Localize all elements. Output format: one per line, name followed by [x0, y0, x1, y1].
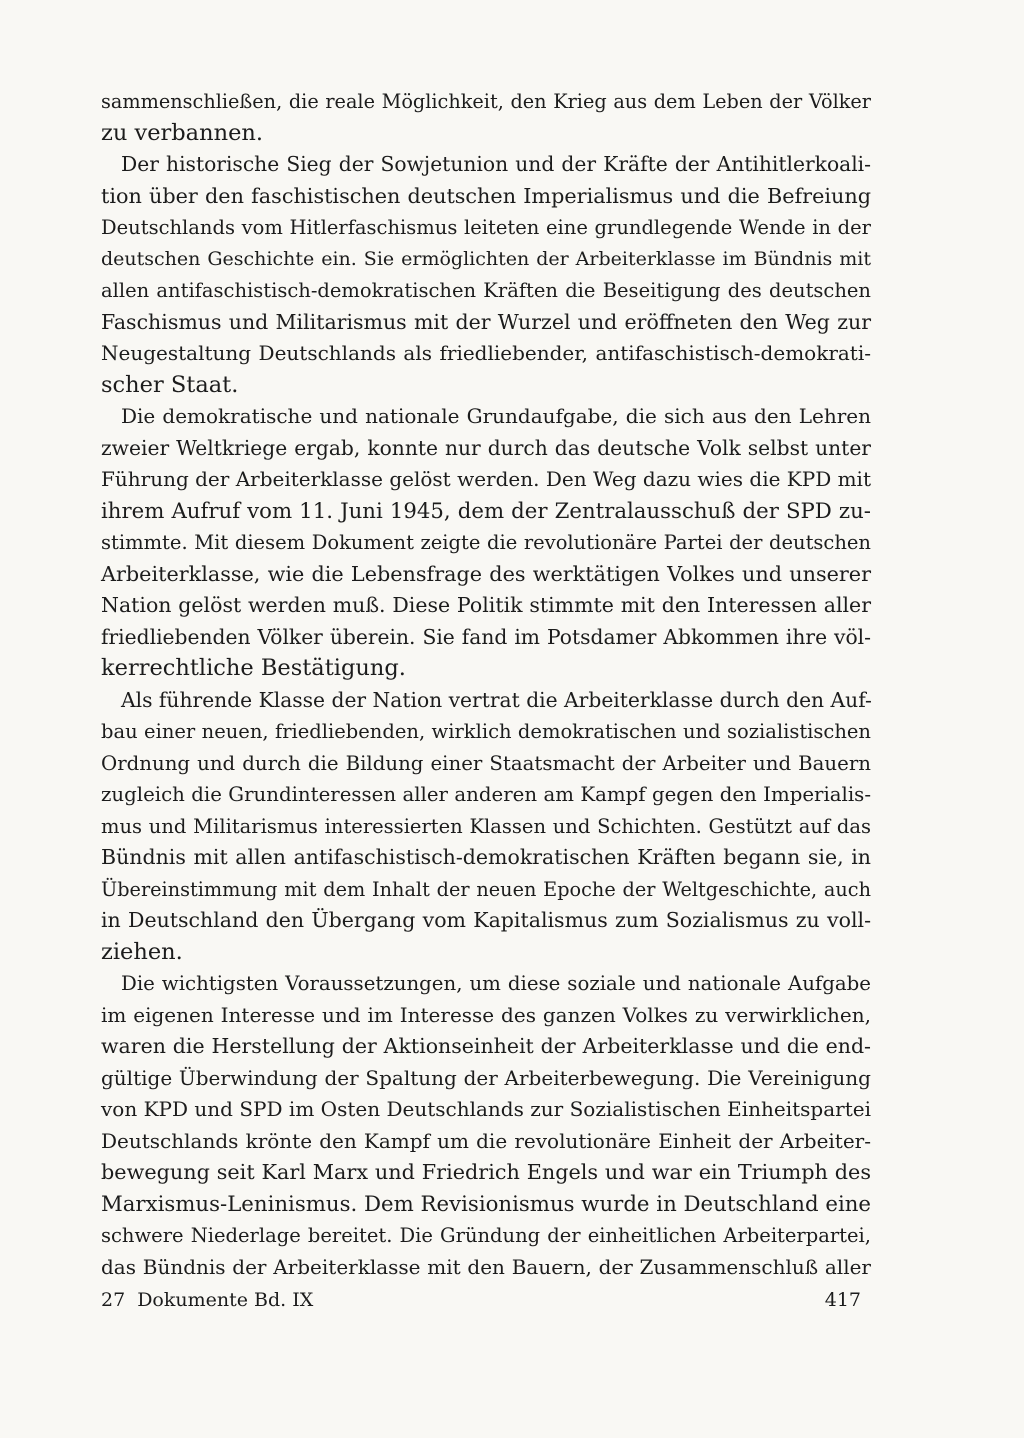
text-line: Faschismus und Militarismus mit der Wurzel und eröffneten den Weg zur	[101, 309, 871, 334]
page-body	[101, 86, 871, 1283]
text-line: waren die Herstellung der Aktionseinheit der Arbeiterklasse und die end-	[101, 1034, 871, 1058]
text-line: zweier Weltkriege ergab, konnte nur durch das deutsche Volk selbst unter	[101, 435, 871, 460]
text-line: Deutschlands vom Hitlerfaschismus leiteten eine grundlegende Wende in der	[101, 216, 871, 239]
text-line: ihrem Aufruf vom 11. Juni 1945, dem der Zentralausschuß der SPD zu-	[101, 498, 871, 524]
text-line: tion über den faschistischen deutschen Imperialismus und die Befreiung	[101, 183, 871, 208]
paragraph-5	[101, 968, 871, 1283]
text-line: Deutschlands krönte den Kampf um die revolutionäre Einheit der Arbeiter-	[101, 1128, 871, 1153]
text-line: friedliebenden Völker überein. Sie fand im Potsdamer Abkommen ihre völ-	[101, 624, 871, 649]
text-line: deutschen Geschichte ein. Sie ermöglichten der Arbeiterklasse im Bündnis mit	[101, 247, 871, 270]
text-line: Neugestaltung Deutschlands als friedliebender, antifaschistisch-demokrati-	[101, 341, 871, 365]
paragraph-4	[101, 685, 871, 969]
text-line: Die wichtigsten Voraussetzungen, um diese soziale und nationale Aufgabe	[121, 972, 871, 995]
text-line: von KPD und SPD im Osten Deutschlands zur Sozialistischen Einheitspartei	[101, 1097, 871, 1121]
text-line: in Deutschland den Übergang vom Kapitalismus zum Sozialismus zu voll-	[101, 908, 871, 932]
text-line: Als führende Klasse der Nation vertrat die Arbeiterklasse durch den Auf-	[121, 687, 872, 712]
page-number: 417	[824, 1289, 861, 1311]
text-line: Arbeiterklasse, wie die Lebensfrage des werktätigen Volkes und unserer	[101, 561, 871, 586]
text-line: sammenschließen, die reale Möglichkeit, den Krieg aus dem Leben der Völker	[101, 90, 871, 113]
text-line: ziehen.	[101, 938, 183, 965]
text-line: Führung der Arbeiterklasse gelöst werden. Den Weg dazu wies die KPD mit	[101, 467, 871, 491]
paragraph-1	[101, 86, 871, 149]
text-line: zugleich die Grundinteressen aller anderen am Kampf gegen den Imperialis-	[101, 783, 871, 806]
text-line: Bündnis mit allen antifaschistisch-demokratischen Kräften begann sie, in	[101, 845, 871, 869]
text-line: mus und Militarismus interessierten Klassen und Schichten. Gestützt auf das	[101, 814, 871, 838]
text-line: gültige Überwindung der Spaltung der Arbeiterbewegung. Die Vereinigung	[101, 1065, 871, 1090]
text-line: kerrechtliche Bestätigung.	[101, 655, 406, 681]
signature-text: Dokumente Bd. IX	[137, 1289, 314, 1311]
text-line: scher Staat.	[101, 371, 239, 398]
text-line: schwere Niederlage bereitet. Die Gründung der einheitlichen Arbeiterpartei,	[101, 1224, 871, 1247]
text-line: bewegung seit Karl Marx und Friedrich Engels und war ein Triumph des	[101, 1160, 871, 1184]
text-line: Ordnung und durch die Bildung einer Staatsmacht der Arbeiter und Bauern	[101, 751, 871, 775]
paragraph-2	[101, 149, 871, 401]
paragraph-3	[101, 401, 871, 685]
text-line: allen antifaschistisch-demokratischen Kräften die Beseitigung des deutschen	[101, 279, 871, 302]
text-line: zu verbannen.	[101, 119, 264, 146]
text-line: Der historische Sieg der Sowjetunion und der Kräfte der Antihitlerkoali-	[121, 152, 871, 176]
text-line: Nation gelöst werden muß. Diese Politik stimmte mit den Interessen aller	[101, 593, 871, 617]
text-line: Marxismus-Leninismus. Dem Revisionismus wurde in Deutschland eine	[101, 1191, 871, 1217]
signature-mark	[101, 1288, 313, 1312]
text-line: bau einer neuen, friedliebenden, wirklich demokratischen und sozialistischen	[101, 720, 871, 743]
text-line: stimmte. Mit diesem Dokument zeigte die revolutionäre Partei der deutschen	[101, 531, 871, 554]
text-line: Die demokratische und nationale Grundaufgabe, die sich aus den Lehren	[121, 404, 871, 428]
text-line: Übereinstimmung mit dem Inhalt der neuen Epoche der Weltgeschichte, auch	[101, 877, 871, 901]
signature-number: 27	[101, 1289, 126, 1311]
text-line: im eigenen Interesse und im Interesse des ganzen Volkes zu verwirklichen,	[101, 1002, 871, 1027]
text-line: das Bündnis der Arbeiterklasse mit den Bauern, der Zusammenschluß aller	[101, 1254, 871, 1279]
